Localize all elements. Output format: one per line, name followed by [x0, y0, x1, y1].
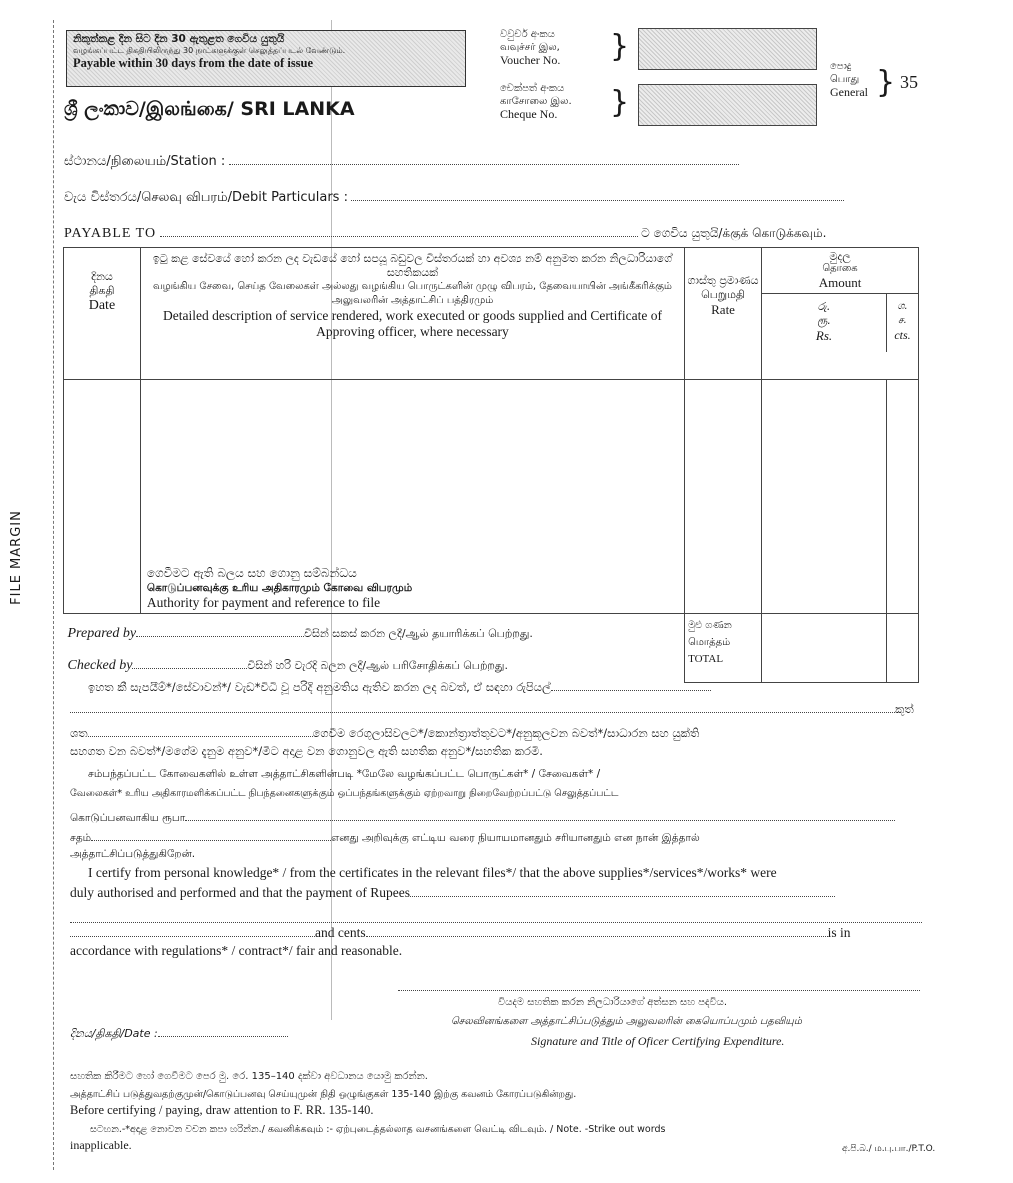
authority-en: Authority for payment and reference to file — [146, 595, 381, 610]
notice-si: නිකුත්කළ දින සිට දින 30 ඇතුළත ගෙවිය යුතුයි — [73, 33, 285, 45]
form-number: 35 — [900, 72, 918, 92]
cert-ta-line3 — [70, 808, 895, 825]
cts-en: cts. — [894, 328, 911, 342]
voucher-si: වවුචර් අංකය — [500, 29, 555, 40]
general-brace: } — [876, 65, 896, 100]
cents-header — [887, 294, 918, 352]
cert-en-line3 — [70, 924, 851, 942]
cert-ta-line1: சம்பந்தப்பட்ட கோவைகளில் உள்ள அத்தாட்சிகளின்படி *மேலே வழங்கப்பட்ட பொருட்கள்* / சேவைகள்* / — [88, 768, 601, 780]
general-label — [830, 60, 868, 99]
sig-ta: செலவினங்களை அத்தாட்சிப்படுத்தும் அலுவலரின் கையொப்பமும் பதவியும் — [451, 1016, 802, 1027]
cert-en-3a: and cents — [315, 925, 366, 940]
debit-label: වැය විස්තරය/செலவு விபரம்/Debit Particulars : — [64, 190, 348, 205]
cert-rupees-si[interactable] — [551, 678, 711, 691]
cts-ta: ச. — [898, 315, 907, 326]
desc-ta: வழங்கிய சேவை, செய்த வேலைகள் அல்லது வழங்கிய பொருட்களின் முழு விபரம், தேவையாயின் அங்கீகரிக்கும் அலுவலரின் அத்தாட்சிப் பத்திரமும் — [153, 281, 672, 306]
prepared-suffix: විසින් සකස් කරන ලදී/ஆல் தயாரிக்கப் பெற்றது. — [304, 627, 533, 640]
cert-ta-line2: வேலைகள்* உரிய அதிகாரமளிக்கப்பட்ட நிபந்தனைகளுக்கும் ஒப்பந்தங்களுக்கும் ஏற்றவாறு நிறைவேற்றப்பட்டு செலுத்தப்பட்ட — [70, 788, 619, 799]
cert-cents-en[interactable] — [366, 924, 828, 937]
cert-en-2: duly authorised and performed and that the payment of Rupees — [70, 885, 411, 900]
checked-row — [64, 642, 685, 674]
cert-amount-en[interactable] — [70, 924, 315, 937]
amount-header — [762, 248, 919, 380]
voucher-label — [500, 28, 560, 67]
cert-ta-4a: சதம் — [70, 832, 92, 844]
debit-row — [64, 188, 844, 206]
rs-en: Rs. — [815, 328, 833, 343]
signoff-cell — [64, 614, 685, 683]
rate-si: ගාස්තු ප්‍රමාණය — [687, 274, 759, 287]
signature-input[interactable] — [398, 978, 920, 991]
cert-rupees-en[interactable] — [410, 884, 835, 897]
amount-title — [762, 248, 918, 294]
prepared-input[interactable] — [136, 624, 304, 637]
rs-si: රු. — [817, 300, 831, 313]
debit-input[interactable] — [351, 188, 844, 201]
file-margin — [8, 500, 44, 620]
amount-si: මුදල — [829, 250, 851, 263]
footer-si: සහතික කිරීමට හෝ ගෙවීමට පෙර මු. රෙ. 135–140 දක්වා අවධානය යොමු කරන්න. — [70, 1071, 428, 1082]
cert-ta-line5: அத்தாட்சிப்படுத்துகிறேன். — [70, 848, 196, 860]
date-label: දිනය/திகதி/Date : — [70, 1027, 158, 1040]
cert-rupees-en-cont[interactable] — [70, 910, 922, 923]
prepared-row — [64, 614, 685, 642]
voucher-ta: வவுச்சர் இல, — [500, 42, 560, 53]
footer-note2: inapplicable. — [70, 1138, 132, 1152]
payable-input[interactable] — [160, 224, 638, 237]
rupees-cell[interactable] — [762, 380, 887, 614]
cert-en-line2 — [70, 884, 835, 902]
cert-en-3b: is in — [827, 925, 851, 940]
cert-si-2a: ශත — [70, 726, 88, 740]
particulars-table — [63, 247, 919, 683]
cert-ta-line4 — [70, 828, 700, 845]
cert-si-1: ඉහත කී සැපයීම්*/සේවාවන්*/ වැඩ*විධි වූ පරිදි අනුමතිය ඇතිව කරන ලද බවත්, ඒ සඳහා රුපියල් — [88, 680, 551, 694]
notice-en: Payable within 30 days from the date of issue — [73, 56, 314, 70]
table-header — [64, 248, 919, 380]
payable-label: PAYABLE TO — [64, 226, 157, 241]
total-label-cell — [685, 614, 762, 683]
cert-si-line1b — [70, 700, 920, 717]
cheque-en: Cheque No. — [500, 107, 558, 121]
cert-cents-si[interactable] — [88, 724, 313, 737]
cert-si-2b: ගෙවීම රෙගුලාසිවලට*/කොන්ත්‍රාත්තුවට*/අනුකූලවන බවත්*/සාධාරන සහ යුක්ති — [312, 726, 700, 740]
cheque-ta: காசோலை இல. — [500, 96, 572, 107]
rate-en: Rate — [711, 302, 735, 317]
rs-ta: ரூ. — [817, 314, 831, 327]
footer-note: සටහන.-*අදාළ නොවන වචන කපා හරින්න./ கவனிக்கவும் :- ஏற்புடைத்தல்லாத வசனங்களை வெட்டி விடவும். / Note. -Strike out words — [90, 1124, 666, 1135]
cert-ta-4b: எனது அறிவுக்கு எட்டிய வரை நியாயமானதும் சரியானதும் என நான் இத்தால் — [331, 832, 700, 844]
desc-si: ඉටු කළ සේවයේ හෝ කරන ලද වැඩයේ හෝ සපයූ බඩුවල විස්තරයක් හා අවශ්‍ය නම් අනුමත කරන නිලධාරියාගේ සහතිකයක් — [152, 252, 673, 279]
desc-en: Detailed description of service rendered, work executed or goods supplied and Certificate of Approving officer, where necessary — [163, 308, 662, 339]
voucher-en: Voucher No. — [500, 53, 561, 67]
authority-block — [147, 566, 412, 611]
payable-row — [64, 224, 826, 242]
rupees-header — [762, 294, 887, 352]
station-label: ස්ථානය/நிலையம்/Station : — [64, 154, 226, 169]
checked-label: Checked by — [67, 658, 133, 673]
country-title: ශ්‍රී ලංකාව/இலங்கை/ SRI LANKA — [64, 98, 355, 120]
file-margin-label: FILE MARGIN — [8, 510, 24, 605]
footer-en: Before certifying / paying, draw attention to F. RR. 135-140. — [70, 1103, 374, 1117]
general-en: General — [830, 85, 868, 99]
total-ta: மொத்தம் — [688, 637, 731, 648]
checked-input[interactable] — [132, 656, 247, 669]
footer-ta: அத்தாட்சிப் படுத்துவதற்குமுன்/கொடுப்பனவு செய்யுமுன் நிதி ஒழுங்குகள் 135-140 இற்கு கவனம் கோரப்படுகின்றது. — [70, 1089, 577, 1100]
pto: අ.පි.බ./ ம.பு.பா./P.T.O. — [842, 1144, 936, 1154]
description-cell[interactable] — [140, 380, 684, 614]
cents-cell[interactable] — [886, 380, 918, 614]
amount-ta: தொகை — [822, 263, 858, 274]
voucher-brace: } — [610, 29, 630, 64]
sig-en: Signature and Title of Oficer Certifying Expenditure. — [531, 1034, 785, 1048]
rate-header — [685, 248, 762, 380]
date-row — [70, 1024, 288, 1042]
signature-line — [398, 978, 920, 996]
date-input[interactable] — [158, 1024, 288, 1037]
left-margin-line — [53, 20, 54, 1170]
amount-en: Amount — [818, 275, 862, 290]
general-si: පොදු — [830, 61, 852, 72]
payable-notice — [66, 30, 466, 87]
cert-si-line3: සහගත වන බවත්*/මගේම දැනුම අනුව*/මීට අදාළ වන ගොනුවල ඇති සහතික අනුව*/සහතික කරමි. — [70, 744, 543, 758]
notice-ta: வழங்கப்பட்ட திகதியிலிருந்து 30 நாட்களுக்குள் செலுத்தப்படல் வேண்டும். — [73, 46, 346, 55]
prepared-label: Prepared by — [67, 626, 137, 641]
voucher-number-box[interactable] — [638, 28, 817, 70]
cert-si-line1 — [88, 678, 922, 695]
cheque-brace: } — [610, 85, 630, 120]
cert-ta-3: கொடுப்பனவாகிய ரூபா — [70, 812, 186, 824]
date-header — [64, 248, 141, 380]
cert-si-line2 — [70, 724, 699, 741]
description-header — [140, 248, 684, 380]
general-ta: பொது — [830, 74, 860, 85]
payable-suffix: ට ගෙවිය යුතුයි/க்குக் கொடுக்கவும். — [641, 226, 827, 240]
cert-cents-ta[interactable] — [91, 828, 331, 841]
total-si: මුළු ගණන — [688, 620, 732, 631]
cheque-label — [500, 82, 572, 121]
date-ta: திகதி — [89, 284, 115, 297]
cert-en-line1: I certify from personal knowledge* / from the certificates in the relevant files*/ that the above supplies*/services*/works* were — [88, 865, 777, 880]
sig-si: වියදම සහතික කරන නිලධාරියාගේ අත්සන සහ පදවිය. — [498, 997, 728, 1008]
amount-subheaders — [762, 294, 918, 352]
checked-suffix: විසින් හරි වැරදි බලන ලදී/ஆல் பரிசோதிக்கப் பெற்றது. — [247, 659, 508, 672]
station-input[interactable] — [229, 152, 739, 165]
date-cell[interactable] — [64, 380, 141, 614]
authority-si: ගෙවීමට ඇති බලය සහ ගොනු සම්බන්ධය — [146, 566, 357, 580]
signoff-row — [64, 614, 919, 683]
cert-rupees-si-cont[interactable] — [70, 700, 895, 713]
cert-en-line4: accordance with regulations* / contract*/ fair and reasonable. — [70, 943, 403, 958]
total-cents-cell[interactable] — [886, 614, 918, 683]
total-rupees-cell[interactable] — [762, 614, 887, 683]
cheque-number-box[interactable] — [638, 84, 817, 126]
cts-si: ශ. — [897, 301, 908, 312]
cert-si-1b: කුත් — [895, 702, 914, 716]
total-en: TOTAL — [688, 653, 724, 665]
cert-rupees-ta[interactable] — [185, 808, 895, 821]
table-body-row — [64, 380, 919, 614]
date-en: Date — [88, 298, 116, 313]
station-row — [64, 152, 739, 170]
cheque-si: චෙක්පත් අංකය — [500, 83, 565, 94]
rate-ta: பெறுமதி — [701, 288, 745, 301]
rate-cell[interactable] — [685, 380, 762, 614]
date-si: දිනය — [91, 270, 113, 283]
authority-ta: கொடுப்பனவுக்கு உரிய அதிகாரமும் கோவை விபரமும் — [146, 582, 413, 594]
